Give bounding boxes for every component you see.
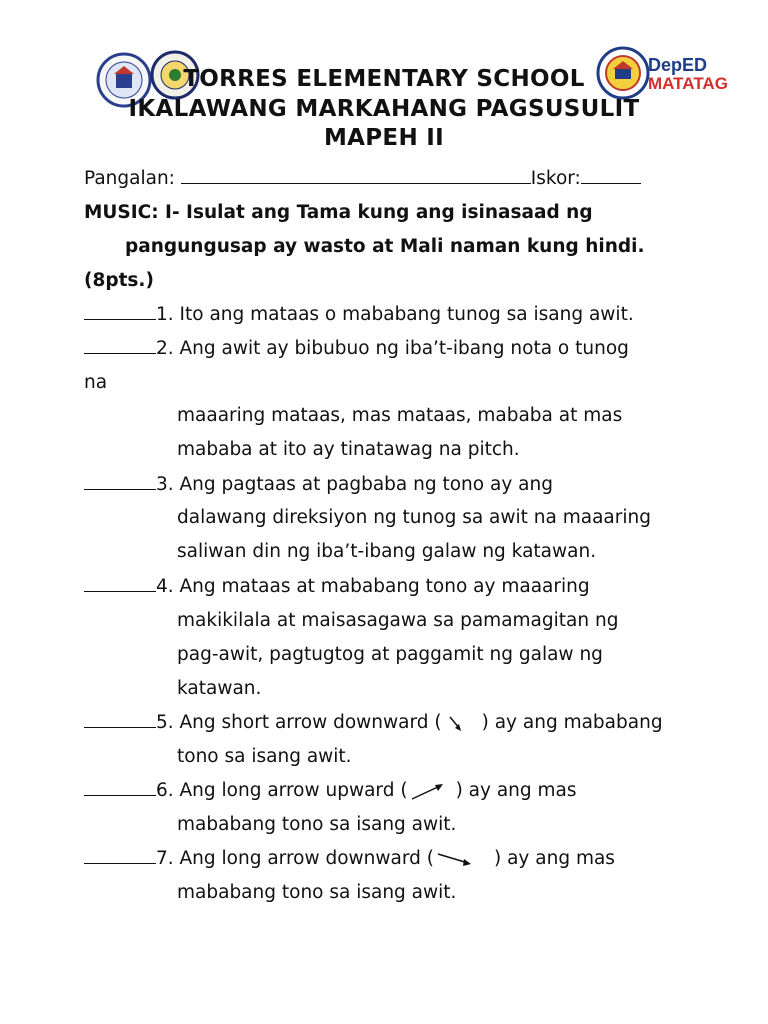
item-7-text-b: mababang tono sa isang awit. <box>177 882 457 903</box>
item-6 <box>84 780 577 802</box>
item-2-text-b: na <box>84 372 108 393</box>
instruction-line-1: MUSIC: I- Isulat ang Tama kung ang isinasaad ng <box>84 202 593 223</box>
item-7-text-post: ) ay ang mas <box>494 848 615 869</box>
answer-blank-5[interactable] <box>84 726 156 728</box>
item-3 <box>84 474 553 496</box>
item-4-text-a: 4. Ang mataas at mababang tono ay maaaring <box>156 576 590 597</box>
item-5-text-post: ) ay ang mababang <box>481 712 663 733</box>
answer-blank-2[interactable] <box>84 352 156 354</box>
answer-blank-1[interactable] <box>84 318 156 320</box>
answer-blank-4[interactable] <box>84 590 156 592</box>
item-2 <box>84 338 629 360</box>
item-7-text-pre: 7. Ang long arrow downward ( <box>156 848 434 869</box>
item-7 <box>84 848 615 870</box>
name-label: Pangalan: <box>84 168 175 189</box>
instruction-line-2: pangungusap ay wasto at Mali naman kung hindi. <box>125 236 645 257</box>
item-3-text-b: dalawang direksiyon ng tunog sa awit na maaaring <box>177 507 651 528</box>
score-label: Iskor: <box>530 168 581 189</box>
item-5 <box>84 712 663 734</box>
subject-title: MAPEH II <box>323 125 445 151</box>
item-4-text-c: pag-awit, pagtugtog at paggamit ng galaw ng <box>177 644 603 665</box>
item-6-text-pre: 6. Ang long arrow upward ( <box>156 780 408 801</box>
item-2-text-d: mababa at ito ay tinatawag na pitch. <box>177 439 520 460</box>
item-6-text-post: ) ay ang mas <box>455 780 577 801</box>
item-4-text-b: makikilala at maisasagawa sa pamamagitan ng <box>177 610 619 631</box>
deped-logo-text: DepED <box>648 55 708 75</box>
item-5-text-b: tono sa isang awit. <box>177 746 352 767</box>
matatag-logo-text: MATATAG <box>648 74 728 93</box>
short-arrow-down-icon <box>442 712 482 734</box>
item-4 <box>84 576 590 598</box>
answer-blank-7[interactable] <box>84 862 156 864</box>
answer-blank-3[interactable] <box>84 488 156 490</box>
instruction-points: (8pts.) <box>84 270 154 291</box>
answer-blank-6[interactable] <box>84 794 156 796</box>
name-score-row <box>84 168 641 190</box>
long-arrow-up-icon <box>408 780 456 802</box>
item-1 <box>84 304 634 326</box>
item-2-text-a: 2. Ang awit ay bibubuo ng iba’t-ibang nota o tunog <box>156 338 629 359</box>
score-blank[interactable] <box>581 182 641 184</box>
item-5-text-pre: 5. Ang short arrow downward ( <box>156 712 442 733</box>
item-4-text-d: katawan. <box>177 678 262 699</box>
school-name: TORRES ELEMENTARY SCHOOL <box>183 66 585 92</box>
long-arrow-down-icon <box>434 848 494 870</box>
item-3-text-a: 3. Ang pagtaas at pagbaba ng tono ay ang <box>156 474 553 495</box>
item-6-text-b: mababang tono sa isang awit. <box>177 814 457 835</box>
item-3-text-c: saliwan din ng iba’t-ibang galaw ng katawan. <box>177 541 597 562</box>
name-blank[interactable] <box>181 182 531 184</box>
item-2-text-c: maaaring mataas, mas mataas, mababa at mas <box>177 405 623 426</box>
exam-title: IKALAWANG MARKAHANG PAGSUSULIT <box>128 96 640 122</box>
item-1-text: 1. Ito ang mataas o mababang tunog sa isang awit. <box>156 304 634 325</box>
